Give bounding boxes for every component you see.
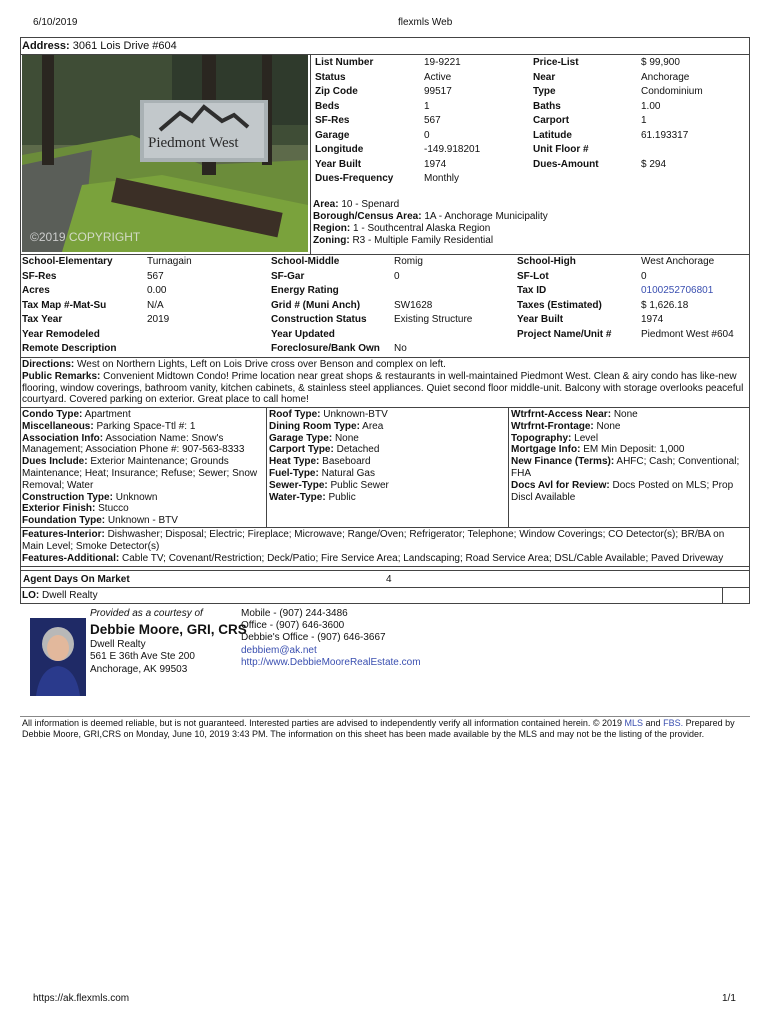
agent-days-value: 4 <box>386 574 392 585</box>
feature-item <box>269 433 505 445</box>
feature-value: Parking Space-Ttl #: 1 <box>96 420 196 432</box>
agent-city: Anchorage, AK 99503 <box>90 663 188 675</box>
feature-value: Level <box>574 432 599 444</box>
top-field-value-8: Monthly <box>424 173 460 184</box>
feature-value: Apartment <box>84 409 131 420</box>
feature-value: AHFC; Cash; Conventional; FHA <box>511 456 740 479</box>
top-field2-value-7: $ 294 <box>641 158 667 170</box>
top-field-value-5: 0 <box>424 129 430 141</box>
detail2-label-5: Year Updated <box>271 328 335 340</box>
feature-label: Miscellaneous: <box>22 420 94 432</box>
detail1-label-0: School-Elementary <box>22 256 113 267</box>
footer-url: https://ak.flexmls.com <box>33 993 130 1004</box>
feature-value: Association Name: Snow's Management; Association Phone #: 907-563-8333 <box>22 432 245 456</box>
detail3-label-0: School-High <box>517 256 576 267</box>
photo-copyright: ©2019 COPYRIGHT <box>30 230 141 244</box>
detail2-value-2 <box>394 284 472 299</box>
feature-value: Unknown - BTV <box>107 515 178 527</box>
feature-label: Wtrfrnt-Frontage: <box>511 420 594 432</box>
top-field-label-7: Year Built <box>315 158 362 170</box>
area-label: Zoning: <box>313 235 350 246</box>
feature-item <box>22 515 264 527</box>
top-field-value-1: Active <box>424 71 452 83</box>
detail2-label-2: Energy Rating <box>271 285 339 296</box>
feature-label: Water-Type: <box>269 491 326 503</box>
feature-item <box>22 409 264 421</box>
public-remarks: Public Remarks: Convenient Midtown Condo! Prime location near great shops & restaurants in well-maintained Piedmont West. Clean & airy condo has like-new flooring, window coverings, bathroom vanity, kitchen cabinets, & stainless steel appliances. Quiet second floor middle-unit. Balcony with storage overlooks peaceful courtyard. Covered parking on exterior. Great place to call home! <box>22 370 744 406</box>
detail2-value-3: SW1628 <box>394 299 433 311</box>
feature-item <box>511 421 747 433</box>
address-row <box>22 40 177 52</box>
directions: Directions: West on Northern Lights, Left on Lois Drive cross over Benson and complex on left. <box>22 359 446 370</box>
top-field-value-2: 99517 <box>424 86 452 97</box>
print-date: 6/10/2019 <box>33 17 78 28</box>
feature-label: Dining Room Type: <box>269 420 360 432</box>
features-col-3 <box>511 409 747 503</box>
top-field2-value-0: $ 99,900 <box>641 57 680 68</box>
detail2-label-6: Foreclosure/Bank Own <box>271 343 380 354</box>
property-photo <box>22 55 308 252</box>
agent-name: Debbie Moore, GRI, CRS <box>90 621 247 637</box>
feature-item <box>269 468 505 480</box>
detail3-label-3: Taxes (Estimated) <box>517 299 602 311</box>
feature-item <box>22 433 264 457</box>
address-label: Address: <box>22 40 70 52</box>
feature-value: Stucco <box>98 503 129 515</box>
feature-value: None <box>334 432 359 444</box>
area-line-2 <box>313 223 548 235</box>
features-extra <box>22 529 748 564</box>
feature-item <box>269 492 505 504</box>
detail1-value-4: 2019 <box>147 314 170 325</box>
detail1-label-2: Acres <box>22 285 50 296</box>
features-col-1 <box>22 409 264 527</box>
top-field2-label-5: Latitude <box>533 129 572 141</box>
detail3-label-4: Year Built <box>517 314 564 325</box>
sign-text: Piedmont West <box>148 135 239 151</box>
top-field-label-0: List Number <box>315 57 374 68</box>
mls-link[interactable]: MLS <box>624 718 644 728</box>
top-field-value-4: 567 <box>424 115 441 126</box>
feature-value: Natural Gas <box>321 467 375 479</box>
top-field-label-2: Zip Code <box>315 86 358 97</box>
detail2-value-0: Romig <box>394 256 423 267</box>
disclaimer: All information is deemed reliable, but is not guaranteed. Interested parties are advised to independently verify all information contained herein. © 2019 MLS and FBS. Prepared by Debbie Moore, GRI,CRS on Monday, June 10, 2019 3:43 PM. The information on this sheet has been made available by the MLS and may not be the listing of the provider. <box>22 718 735 739</box>
detail1-value-2: 0.00 <box>147 285 167 296</box>
feature-label: Mortgage Info: <box>511 444 581 456</box>
top-field2-label-0: Price-List <box>533 57 579 68</box>
feature-item <box>22 421 264 433</box>
feature-item <box>269 480 505 492</box>
detail1-label-3: Tax Map #-Mat-Su <box>22 299 107 311</box>
area-value: 10 - Spenard <box>341 199 400 210</box>
top-field2-label-7: Dues-Amount <box>533 158 599 170</box>
feature-item <box>22 456 264 491</box>
feature-item <box>511 480 747 504</box>
detail3-value-1: 0 <box>641 270 647 282</box>
top-field2-label-2: Type <box>533 86 556 97</box>
top-field2-value-2: Condominium <box>641 86 703 97</box>
top-field2-label-3: Baths <box>533 100 561 112</box>
feature-item <box>511 409 747 421</box>
courtesy-text: Provided as a courtesy of <box>90 608 203 619</box>
feature-label: Docs Avl for Review: <box>511 479 610 491</box>
detail2-value-1: 0 <box>394 270 400 282</box>
top-field-value-6: -149.918201 <box>424 144 481 155</box>
top-field-label-8: Dues-Frequency <box>315 173 394 184</box>
agent-email-link[interactable]: debbiem@ak.net <box>241 644 317 656</box>
feature-value: None <box>596 420 621 432</box>
feature-label: Fuel-Type: <box>269 467 319 479</box>
detail1-label-5: Year Remodeled <box>22 328 100 340</box>
feature-label: Dues Include: <box>22 456 88 468</box>
feature-label: Sewer-Type: <box>269 479 328 491</box>
detail2-value-5 <box>394 328 472 343</box>
site-title: flexmls Web <box>398 17 453 28</box>
detail2-value-6: No <box>394 343 407 354</box>
area-label: Area: <box>313 199 339 210</box>
agent-company: Dwell Realty <box>90 638 146 650</box>
area-block <box>313 199 548 247</box>
agent-photo <box>30 618 86 696</box>
feature-label: Roof Type: <box>269 409 321 420</box>
detail1-label-4: Tax Year <box>22 314 63 325</box>
feature-label: Topography: <box>511 432 572 444</box>
detail3-value-3: $ 1,626.18 <box>641 299 689 311</box>
area-value: 1A - Anchorage Municipality <box>424 211 548 222</box>
features-additional: Features-Additional: Cable TV; Covenant/Restriction; Deck/Patio; Fire Service Area; Landscaping; Road Service Area; DSL/Cable Available; Paved Driveway <box>22 552 724 564</box>
features-col-2 <box>269 409 505 503</box>
feature-label: Exterior Finish: <box>22 503 96 515</box>
detail3-value-5: Piedmont West #604 <box>641 328 734 340</box>
detail1-value-6 <box>147 342 192 357</box>
area-line-1 <box>313 211 548 223</box>
feature-value: Baseboard <box>322 456 371 468</box>
top-field2-label-1: Near <box>533 71 556 83</box>
area-value: R3 - Multiple Family Residential <box>352 235 494 246</box>
listing-office: LO: Dwell Realty <box>22 590 98 601</box>
detail3-label-5: Project Name/Unit # <box>517 328 612 340</box>
agent-contact <box>241 608 421 669</box>
detail2-value-4: Existing Structure <box>394 314 473 325</box>
feature-item <box>511 444 747 456</box>
feature-value: Docs Posted on MLS; Prop Discl Available <box>511 479 734 503</box>
area-line-3 <box>313 235 548 247</box>
feature-value: Exterior Maintenance; Grounds Maintenance; Heat; Insurance; Refuse; Sewer; Snow Removal; Water <box>22 456 258 491</box>
address-value: 3061 Lois Drive #604 <box>72 40 177 52</box>
feature-label: New Finance (Terms): <box>511 456 615 468</box>
top-field-label-5: Garage <box>315 129 350 141</box>
agent-days-label: Agent Days On Market <box>23 574 130 585</box>
feature-label: Association Info: <box>22 432 104 444</box>
feature-value: None <box>613 409 638 420</box>
area-value: 1 - Southcentral Alaska Region <box>353 223 491 234</box>
detail2-label-4: Construction Status <box>271 314 367 325</box>
top-field2-label-6: Unit Floor # <box>533 144 589 155</box>
top-field-value-0: 19-9221 <box>424 57 461 68</box>
feature-label: Foundation Type: <box>22 515 106 527</box>
top-field2-label-4: Carport <box>533 115 570 126</box>
top-field-value-7: 1974 <box>424 158 447 170</box>
feature-item <box>269 421 505 433</box>
feature-value: Public Sewer <box>330 479 389 491</box>
detail1-label-1: SF-Res <box>22 270 57 282</box>
area-label: Borough/Census Area: <box>313 211 422 222</box>
detail3-value-0: West Anchorage <box>641 256 715 267</box>
detail3-label-2: Tax ID <box>517 285 547 296</box>
feature-item <box>269 456 505 468</box>
feature-value: Detached <box>336 444 380 456</box>
top-field2-value-6 <box>641 143 703 158</box>
agent-mobile: Mobile - (907) 244-3486 <box>241 608 348 619</box>
feature-label: Condo Type: <box>22 409 83 420</box>
directions-remarks <box>22 359 748 406</box>
top-field2-value-5: 61.193317 <box>641 129 689 141</box>
feature-value: Unknown-BTV <box>323 409 388 420</box>
feature-value: Unknown <box>115 491 158 503</box>
feature-value: EM Min Deposit: 1,000 <box>583 444 685 456</box>
agent-website-link[interactable]: http://www.DebbieMooreRealEstate.com <box>241 656 421 668</box>
top-field-label-3: Beds <box>315 100 340 112</box>
agent-info <box>90 608 247 676</box>
detail2-label-3: Grid # (Muni Anch) <box>271 299 361 311</box>
agent-street: 561 E 36th Ave Ste 200 <box>90 651 195 662</box>
detail2-label-0: School-Middle <box>271 256 340 267</box>
footer-page: 1/1 <box>722 993 736 1004</box>
detail3-value-2[interactable]: 0100252706801 <box>641 285 714 296</box>
feature-item <box>511 456 747 480</box>
top-field2-value-3: 1.00 <box>641 100 661 112</box>
detail1-value-0: Turnagain <box>147 256 192 267</box>
top-field-label-1: Status <box>315 71 346 83</box>
top-field2-value-1: Anchorage <box>641 71 690 83</box>
detail1-value-3: N/A <box>147 299 164 311</box>
feature-label: Carport Type: <box>269 444 334 456</box>
area-label: Region: <box>313 223 351 234</box>
feature-item <box>269 409 505 421</box>
detail3-value-4: 1974 <box>641 314 664 325</box>
detail3-label-1: SF-Lot <box>517 270 549 282</box>
feature-item <box>511 433 747 445</box>
top-field2-value-4: 1 <box>641 115 647 126</box>
top-field-value-3: 1 <box>424 100 430 112</box>
feature-label: Heat Type: <box>269 456 320 468</box>
top-field-label-4: SF-Res <box>315 115 350 126</box>
feature-item <box>22 492 264 504</box>
feature-value: Public <box>328 491 356 503</box>
agent-office: Office - (907) 646-3600 <box>241 620 345 632</box>
detail1-value-1: 567 <box>147 270 164 282</box>
features-interior: Features-Interior: Dishwasher; Disposal; Electric; Fireplace; Microwave; Range/Oven; Refrigerator; Telephone; Window Coverings; CO Detector(s); BR/BA on Main Level; Smoke Detector(s) <box>22 529 725 552</box>
feature-label: Construction Type: <box>22 491 113 503</box>
top-field-label-6: Longitude <box>315 144 364 155</box>
detail1-label-6: Remote Description <box>22 343 117 354</box>
agent-debbie-office: Debbie's Office - (907) 646-3667 <box>241 632 386 644</box>
feature-item <box>22 503 264 515</box>
feature-value: Area <box>362 420 384 432</box>
fbs-link[interactable]: FBS. <box>663 718 684 728</box>
detail2-label-1: SF-Gar <box>271 270 305 282</box>
feature-label: Wtrfrnt-Access Near: <box>511 409 612 420</box>
area-line-0 <box>313 199 548 211</box>
feature-item <box>269 444 505 456</box>
feature-label: Garage Type: <box>269 432 333 444</box>
detail1-value-5 <box>147 328 192 343</box>
